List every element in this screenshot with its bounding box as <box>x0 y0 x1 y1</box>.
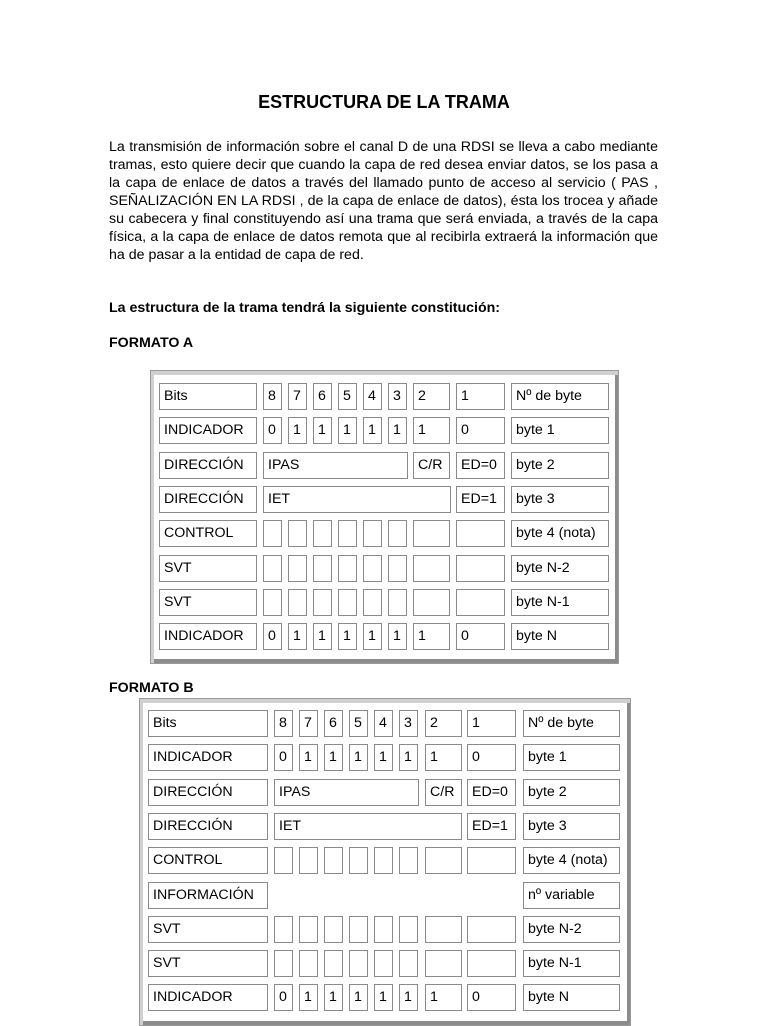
row-label: SVT <box>148 916 268 943</box>
byte-number-cell: Nº de byte <box>523 710 620 737</box>
byte-number-cell: byte 3 <box>511 486 609 513</box>
bit-cell: 1 <box>467 710 516 737</box>
bit-cell <box>338 520 357 547</box>
bit-cell <box>425 916 462 943</box>
bit-cell <box>313 555 332 582</box>
byte-number-cell: byte N-2 <box>523 916 620 943</box>
bit-cell: 6 <box>313 383 332 410</box>
bit-cell <box>374 950 393 977</box>
bit-cell: 1 <box>399 984 418 1011</box>
format-a-heading: FORMATO A <box>109 335 194 351</box>
byte-number-cell: byte 1 <box>511 417 609 444</box>
bit-cell <box>349 847 368 874</box>
row-label: INDICADOR <box>148 744 268 771</box>
bit-cell: 6 <box>324 710 343 737</box>
bit-cell <box>413 555 450 582</box>
bit-cell: 0 <box>467 744 516 771</box>
bit-cell <box>263 589 282 616</box>
row-label: DIRECCIÓN <box>159 452 257 479</box>
bit-cell <box>299 847 318 874</box>
ed-bit-cell: ED=0 <box>456 452 505 479</box>
bit-cell: 1 <box>388 417 407 444</box>
bit-cell: 1 <box>288 417 307 444</box>
bit-cell <box>374 847 393 874</box>
bit-cell: 1 <box>338 417 357 444</box>
bit-cell <box>467 847 516 874</box>
row-label: CONTROL <box>148 847 268 874</box>
address-field-cell: IPAS <box>263 452 408 479</box>
bit-cell: 1 <box>299 744 318 771</box>
bit-cell: 1 <box>399 744 418 771</box>
bit-cell: 7 <box>299 710 318 737</box>
bit-cell <box>349 950 368 977</box>
bit-cell <box>363 555 382 582</box>
bit-cell: 0 <box>467 984 516 1011</box>
bit-cell: 2 <box>413 383 450 410</box>
row-label: INDICADOR <box>148 984 268 1011</box>
bit-cell: 0 <box>456 623 505 650</box>
ed-bit-cell: ED=1 <box>456 486 505 513</box>
bit-cell <box>324 950 343 977</box>
row-label: SVT <box>159 589 257 616</box>
byte-number-cell: byte N-1 <box>511 589 609 616</box>
bit-cell <box>349 916 368 943</box>
bit-cell: 1 <box>388 623 407 650</box>
bit-cell <box>425 950 462 977</box>
bit-cell <box>288 555 307 582</box>
byte-number-cell: Nº de byte <box>511 383 609 410</box>
bit-cell <box>313 589 332 616</box>
bit-cell: 5 <box>349 710 368 737</box>
bit-cell <box>338 589 357 616</box>
row-label: DIRECCIÓN <box>148 779 268 806</box>
address-field-cell: IET <box>274 813 462 840</box>
bit-cell: 1 <box>338 623 357 650</box>
intro-paragraph: La transmisión de información sobre el canal D de una RDSI se lleva a cabo mediante tramas, esto quiere decir que cuando la capa de red desea enviar datos, se los pasa a la capa de enlace de datos a través del llamado punto de acceso al servicio ( PAS , SEÑALIZACIÓN EN LA RDSI , de la capa de enlace de datos), ésta los trocea y añade su cabecera y final constituyendo así una trama que será enviada, a través de la capa física, a la capa de enlace de datos remota que al recibirla extraerá la información que ha de pasar a la entidad de capa de red. <box>109 139 658 263</box>
row-label: Bits <box>148 710 268 737</box>
cr-bit-cell: C/R <box>413 452 450 479</box>
byte-number-cell: byte 2 <box>523 779 620 806</box>
cr-bit-cell: C/R <box>425 779 462 806</box>
bit-cell <box>288 520 307 547</box>
byte-number-cell: byte 3 <box>523 813 620 840</box>
bit-cell: 1 <box>299 984 318 1011</box>
bit-cell <box>299 950 318 977</box>
bit-cell <box>456 555 505 582</box>
row-label: INFORMACIÓN <box>148 882 268 909</box>
structure-heading: La estructura de la trama tendrá la siguiente constitución: <box>109 300 501 316</box>
bit-cell: 0 <box>456 417 505 444</box>
bit-cell <box>456 589 505 616</box>
bit-cell: 1 <box>363 417 382 444</box>
bit-cell: 4 <box>363 383 382 410</box>
ed-bit-cell: ED=1 <box>467 813 516 840</box>
address-field-cell: IET <box>263 486 451 513</box>
row-label: INDICADOR <box>159 623 257 650</box>
bit-cell: 1 <box>313 417 332 444</box>
bit-cell: 1 <box>349 984 368 1011</box>
bit-cell: 0 <box>263 417 282 444</box>
bit-cell: 1 <box>288 623 307 650</box>
bit-cell <box>263 555 282 582</box>
row-label: SVT <box>148 950 268 977</box>
bit-cell: 1 <box>425 744 462 771</box>
byte-number-cell: byte 2 <box>511 452 609 479</box>
bit-cell <box>413 520 450 547</box>
bit-cell <box>388 589 407 616</box>
byte-number-cell: byte N-1 <box>523 950 620 977</box>
bit-cell <box>388 520 407 547</box>
bit-cell: 7 <box>288 383 307 410</box>
bit-cell: 1 <box>374 984 393 1011</box>
row-label: DIRECCIÓN <box>159 486 257 513</box>
byte-number-cell: byte 1 <box>523 744 620 771</box>
byte-number-cell: byte N <box>523 984 620 1011</box>
bit-cell: 8 <box>274 710 293 737</box>
bit-cell <box>288 589 307 616</box>
bit-cell <box>338 555 357 582</box>
bit-cell: 3 <box>399 710 418 737</box>
byte-number-cell: nº variable <box>523 882 620 909</box>
bit-cell <box>363 520 382 547</box>
bit-cell <box>413 589 450 616</box>
bit-cell: 1 <box>374 744 393 771</box>
bit-cell: 4 <box>374 710 393 737</box>
format-a-table <box>150 370 619 664</box>
bit-cell: 1 <box>413 417 450 444</box>
bit-cell <box>425 847 462 874</box>
row-label: DIRECCIÓN <box>148 813 268 840</box>
bit-cell <box>324 847 343 874</box>
bit-cell: 1 <box>324 984 343 1011</box>
page-title: ESTRUCTURA DE LA TRAMA <box>258 92 510 112</box>
bit-cell: 0 <box>263 623 282 650</box>
byte-number-cell: byte 4 (nota) <box>511 520 609 547</box>
byte-number-cell: byte N <box>511 623 609 650</box>
bit-cell <box>299 916 318 943</box>
byte-number-cell: byte N-2 <box>511 555 609 582</box>
byte-number-cell: byte 4 (nota) <box>523 847 620 874</box>
bit-cell <box>467 950 516 977</box>
bit-cell: 3 <box>388 383 407 410</box>
bit-cell <box>274 847 293 874</box>
bit-cell: 2 <box>425 710 462 737</box>
bit-cell: 1 <box>425 984 462 1011</box>
bit-cell <box>399 916 418 943</box>
bit-cell: 5 <box>338 383 357 410</box>
address-field-cell: IPAS <box>274 779 419 806</box>
row-label: CONTROL <box>159 520 257 547</box>
bit-cell: 0 <box>274 984 293 1011</box>
bit-cell <box>313 520 332 547</box>
bit-cell: 1 <box>363 623 382 650</box>
row-label: Bits <box>159 383 257 410</box>
format-b-table <box>139 698 631 1026</box>
bit-cell: 1 <box>413 623 450 650</box>
bit-cell: 1 <box>456 383 505 410</box>
ed-bit-cell: ED=0 <box>467 779 516 806</box>
bit-cell <box>399 950 418 977</box>
bit-cell: 1 <box>349 744 368 771</box>
row-label: INDICADOR <box>159 417 257 444</box>
row-label: SVT <box>159 555 257 582</box>
bit-cell <box>274 916 293 943</box>
bit-cell: 1 <box>324 744 343 771</box>
bit-cell: 1 <box>313 623 332 650</box>
bit-cell <box>467 916 516 943</box>
bit-cell <box>324 916 343 943</box>
bit-cell: 0 <box>274 744 293 771</box>
bit-cell <box>274 950 293 977</box>
bit-cell <box>456 520 505 547</box>
bit-cell <box>374 916 393 943</box>
bit-cell <box>399 847 418 874</box>
format-b-heading: FORMATO B <box>109 680 194 696</box>
bit-cell <box>388 555 407 582</box>
bit-cell <box>263 520 282 547</box>
bit-cell <box>363 589 382 616</box>
bit-cell: 8 <box>263 383 282 410</box>
